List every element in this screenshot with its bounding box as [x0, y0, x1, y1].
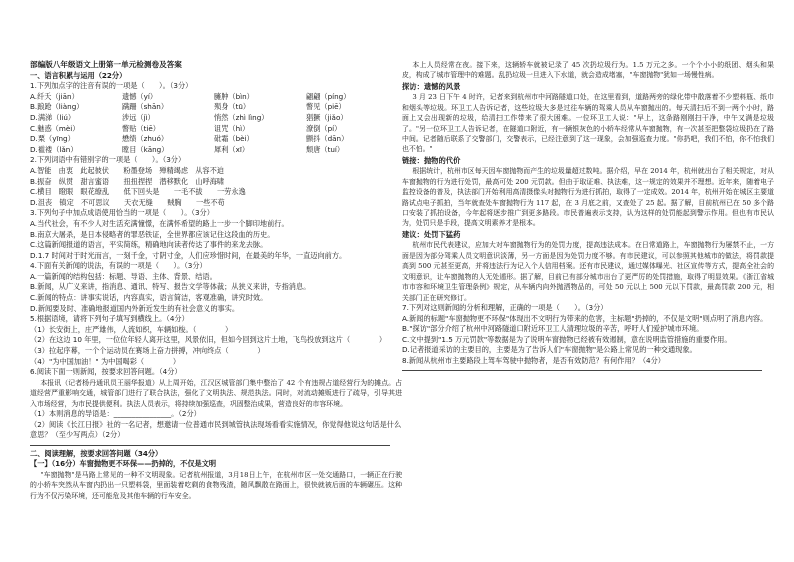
q2-option: A.智能 由衷 此起彼伏 粉墨登场 殚精竭虑 从容不迫: [30, 165, 224, 175]
q1-option: 犀利（xī）: [214, 144, 250, 154]
q1-option-row: [30, 113, 402, 124]
exam-title: 部编版八年级语文上册第一单元检测卷及答案: [30, 60, 182, 69]
q1-option: 翩翩（píng）: [306, 91, 351, 101]
q6-sub1: （1）本则消息的导语是：________________。（2分）: [30, 409, 201, 419]
q2-option: C.横目 瞪眼 眼花缭乱 低下回头是 一毛不拔 一劳永逸: [30, 187, 246, 197]
q3-option: D.1.7 时间对于时光而言，一刻千金，寸阴寸金，人们应珍惜时间，在最美的年华，一直迈向前方。: [30, 250, 347, 260]
q5-line: （4）"为中国加油！" 为中国喝彩（ ）: [30, 356, 181, 366]
q2-stem: 2.下列词语中有错别字的一项是（ ）。（3分）: [30, 155, 186, 165]
q5-line: （3）拉起序幕，一个个运动员在赛场上奋力拼搏，冲向终点（ ）: [30, 346, 265, 356]
q1-stem: 1.下列加点字的注音有误的一项是（ ）。（3分）: [30, 81, 193, 91]
section-body: 杭州市民代表建议，应加大对车窗抛物行为的处罚力度，提高违法成本。在日常道路上，车窗抛物行为屡禁不止，一方面是因为部分驾乘人员文明意识淡薄，另一方面是因为处罚力度不够。有市民建议，可以参照其他城市的做法，将罚款提高到 500 元甚至更高，并将违法行为记入个人信用档案。还有市民建议，通过媒体曝光、社区宣传等方式，提高全社会的文明意识，让车窗抛物的人无处遁形。据了解，目前已有部分城市出台了更严厉的处罚措施，取得了明显效果。《浙江省城市市容和环境卫生管理条例》规定，从车辆内向外抛洒物品的，可处 50 元以上 500 元以下罚款，最高罚款 200 元，相关部门正在研究修订。: [402, 241, 774, 302]
q7-option: C.文中提到"1.5 万元罚款"等数据是为了说明车窗抛物已经被有效遏制，意在说明监管措施的重要作用。: [402, 334, 732, 344]
q1-option: 颓唐（tuí）: [306, 144, 345, 154]
q6-news-body: 本报讯（记者杨丹通讯员王丽华报道）从上周开始，江汉区城管部门集中整治了 42 个有违规占道经营行为的摊点。占道经营严重影响交通，城管部门进行了联合执法，强化了文明执法、规范执法。同时，对流动摊贩进行了疏导，引导其进入市场经营，为市民提供便利。执法人员表示，将持续加强巡查，巩固整治成果，营造良好的市容环境。: [30, 378, 402, 408]
q5-stem: 5.根据语境，请将下列句子填写到横线上。（4分）: [30, 314, 189, 324]
q8-stem: 8.新闻从杭州市主要路段上驾车驾驶中抛物者，是否有效防范？有何作用？（4分）: [402, 355, 665, 365]
q1-option: C.魅惑（mèi）: [30, 123, 80, 133]
right-column: [402, 60, 774, 374]
q6-stem: 6.阅读下面一则新闻，按要求回答问题。（4分）: [30, 367, 182, 377]
q1-option-row: [30, 145, 402, 156]
q7-option: D.记者报道采访的主要目的，主要是为了告诉人们"车窗抛物"是公路上常见的一种交通现象。: [402, 345, 697, 355]
q1-option: 悄然（zhì lìng）: [214, 112, 269, 122]
answer-line: [402, 370, 762, 371]
answer-line: [30, 445, 390, 446]
q1-option: A.纤夭（jiān）: [30, 91, 79, 101]
q1-option: 瞥见（piē）: [306, 102, 346, 112]
article-heading: 【一】（16分）车窗抛物更不环保——扔掉的，不仅是文明: [30, 459, 217, 469]
section-heading: 链接：抛物的代价: [402, 155, 461, 165]
q1-option: B.踉跄（liàng）: [30, 102, 84, 112]
q1-option: D.满涕（liú）: [30, 112, 76, 122]
q1-option: 臃肿（bìn）: [214, 91, 254, 101]
q4-option: C.新闻的特点：讲事实说话，内容真实，语言简洁，客观准确，讲究时效。: [30, 293, 268, 303]
q1-option: 诅咒（hì）: [214, 123, 250, 133]
section-heading: 建议：处罚下猛药: [402, 229, 461, 239]
q1-option-row: [30, 102, 402, 113]
q1-option: 猖獗（jiǎo）: [306, 112, 348, 122]
q3-option: B.南京大屠杀，是日本侵略者的罪恶铁证，全世界都应该记住这段血的历史。: [30, 229, 275, 239]
section-heading: 探访：遗憾的风景: [402, 81, 461, 91]
q1-option: 涉远（jì）: [122, 112, 155, 122]
q3-option: C.这篇新闻报道的语言，平实简练，精确地向读者传达了事件的来龙去脉。: [30, 240, 268, 250]
q4-option: B.新闻，从广义来讲，指消息、通讯、特写、报告文学等体裁；从狭义来讲，专指消息。: [30, 282, 311, 292]
part1-title: 一、语言积累与运用（22分）: [30, 70, 127, 80]
q4-option: D.新闻要及时、准确地报道国内外新近发生的有社会意义的事实。: [30, 303, 240, 313]
q1-option: 瞠目（kāng）: [122, 144, 169, 154]
q7-stem: 7.下列对这则新闻的分析和理解，正确的一项是（ ）。（3分）: [402, 302, 608, 312]
q1-option: 懋绩（zhuó）: [122, 134, 169, 144]
section-body: 3 月 23 日下午 4 时许，记者来到杭州市中河路隧道口处，在这里看到，道路两旁的绿化带中散落着不少塑料瓶、纸巾和烟头等垃圾。环卫工人告诉记者，这些垃圾大多是过往车辆的驾乘人员从车窗抛出的。每天清扫后不到一两个小时，路面上又会出现新的垃圾，给清扫工作带来了很大困难。一位环卫工人说："早上，这条路刚刚扫干净，中午又满是垃圾了。"另一位环卫工人告诉记者，在隧道口附近，有一辆银灰色的小轿车经常从车窗抛物，有一次甚至把整袋垃圾扔在了路中间。记者随后联系了交警部门，交警表示，已经注意到了这一现象，会加强巡查力度。"你扔吧，我们不怕，你不怕我们也不怕。": [402, 93, 774, 154]
q1-option-row: [30, 124, 402, 135]
part2-title: 二、阅读理解，按要求回答问题（34分）: [30, 448, 163, 458]
q1-option: 瞥贴（tiē）: [122, 123, 160, 133]
article-paragraph: 本上人员经常在夜。接下来，这辆轿车就被记录了 45 次扔垃圾行为。1.5 万元之多。一个个小小的纸团、烟头和果皮，构成了城市管理中的难题。乱扔垃圾一旦进入下水道，就会造成堵塞，"车窗抛物"犹如一场慢性病。: [402, 61, 774, 80]
q1-option-row: [30, 92, 402, 103]
q1-option-row: [30, 134, 402, 145]
q1-option: D.栗（yīng）: [30, 134, 75, 144]
q1-option: 砒霜（bèi）: [214, 134, 254, 144]
q2-option: B.振奋 纵贯 甜言蜜语 扭扭捏捏 潜移默化 山呼海啸: [30, 176, 225, 186]
q1-option: 殒身（tū）: [214, 102, 251, 112]
q7-option: A.新闻的标题"车窗抛物更不环保"体现出不文明行为带来的危害，主标题"扔掉的，不仅是文明"则点明了消息内容。: [402, 313, 768, 323]
q3-option: A.当代社会，有不少人对生活充满憧憬，在满怀希望的路上一步一个脚印地前行。: [30, 218, 289, 228]
q5-line: （1）长安街上，庄严雄伟，人流如织，车辆如梭。（ ）: [30, 324, 233, 334]
q2-option: D.沮丧 镇定 不可思议 天衣无缝 贼胸 一些不苟: [30, 197, 225, 207]
article-paragraph: "车窗抛物"是马路上常见的一种不文明现象。记者杭州报道，3月18日上午，在杭州市区一处交通路口，一辆正在行驶的小轿车突然从车窗内扔出一只塑料袋，里面装着吃剩的食物残渣，随风飘散在路面上，很快就被后面的车辆碾压。这种行为不仅污染环境，还可能危及其他车辆的行车安全。: [30, 471, 402, 500]
left-column: [30, 60, 402, 501]
q5-line: （2）在这边 10 年里，一位位年轻人离开这里，风景依旧，但如今回到这片土地，飞鸟投放到这片（ ）: [30, 335, 387, 345]
q6-sub2: （2）阅读《长江日报》社的一名记者，想邀请一位普通市民到城管执法现场看看实施情况，你觉得他说这句话是什么意思？（至少写两点）（2分）: [30, 419, 402, 440]
q1-option: 潦倒（pí）: [306, 123, 342, 133]
q3-stem: 3.下列句子中加点成语使用恰当的一项是（ ）。（3分）: [30, 208, 214, 218]
section-body: 根据统计，杭州市区每天因车窗抛物而产生的垃圾量超过数吨。据介绍，早在 2014 年，杭州就出台了相关规定，对从车窗抛物的行为进行处罚，最高可处 200 元罚款。但由于取证难、执法难，这一规定的效果并不理想。近年来，随着电子监控设备的普及，执法部门开始利用高清摄像头对抛物行为进行抓拍，取得了一定成效。2014 年，杭州开始在城区主要道路试点电子抓拍，当年就查处车窗抛物行为 117 起，在 3 月底之前，又查处了 25 起。据了解，目前杭州已在 50 多个路口安装了抓拍设备，今年起将逐步推广到更多路段。市民普遍表示支持，认为这样的处罚能起到警示作用。但也有市民认为，处罚只是手段，提高文明素养才是根本。: [402, 167, 774, 228]
q1-option: D.褴褛（lǎn）: [30, 144, 78, 154]
q1-option: 遗憾（yí）: [122, 91, 158, 101]
q1-option: 颤抖（dān）: [306, 134, 349, 144]
q7-option: B."探访"部分介绍了杭州中河路隧道口附近环卫工人清理垃圾的辛苦，呼吁人们爱护城市环境。: [402, 324, 704, 334]
q1-option: 蹒跚（shān）: [122, 102, 169, 112]
q4-stem: 4.下面有关新闻的说法，有误的一项是（ ）。（3分）: [30, 261, 207, 271]
q4-option: A.一篇新闻的结构包括：标题、导语、主体、背景、结语。: [30, 271, 217, 281]
